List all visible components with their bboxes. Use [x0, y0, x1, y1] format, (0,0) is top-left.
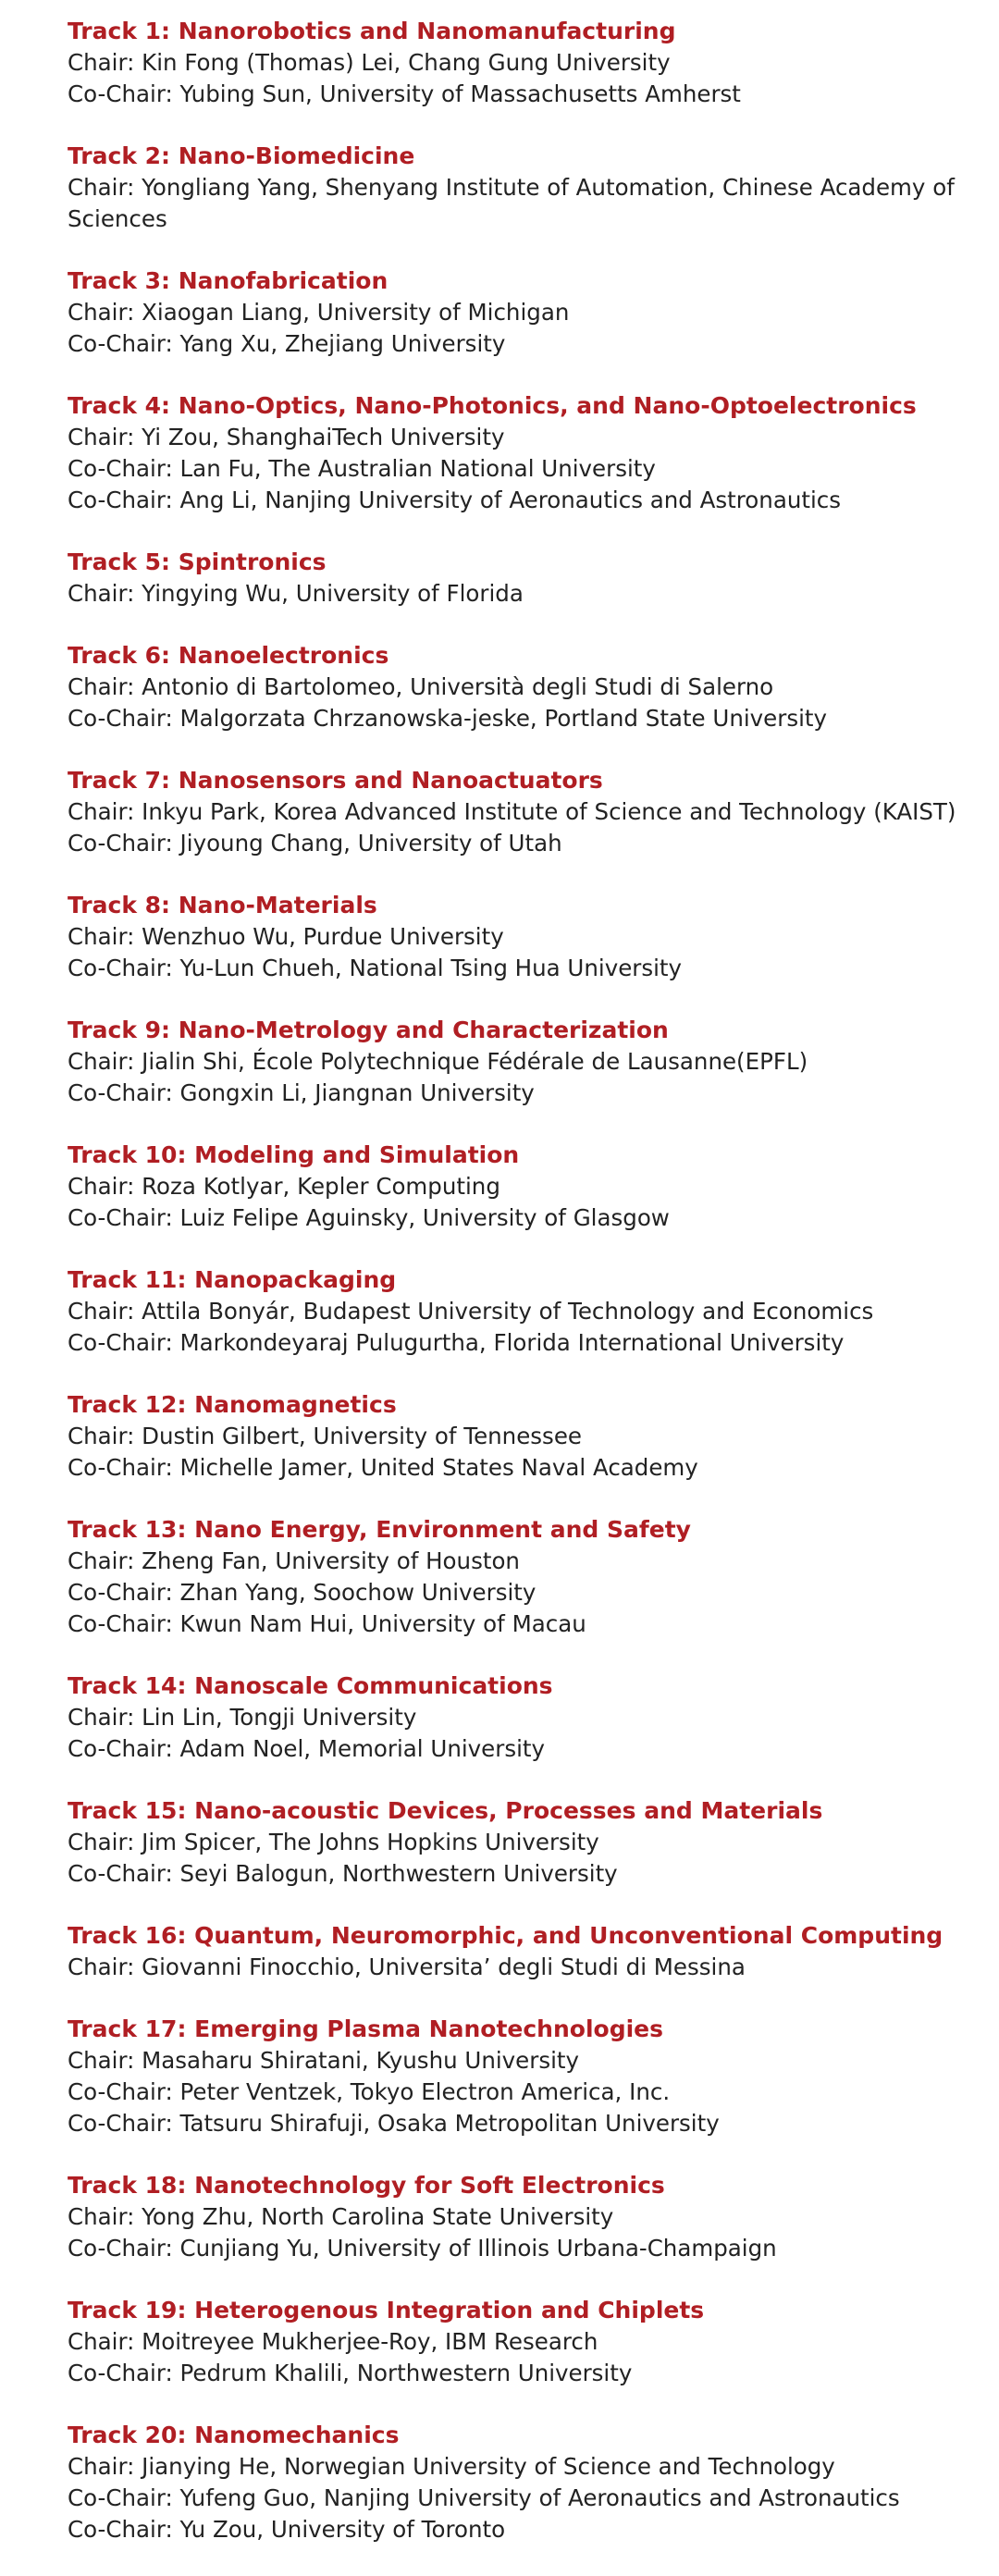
chair-line: Chair: Yingying Wu, University of Florida: [68, 580, 524, 607]
track-title: Track 4: Nano-Optics, Nano-Photonics, and Nano-Optoelectronics: [68, 392, 917, 419]
chair-line: Chair: Attila Bonyár, Budapest University of Technology and Economics: [68, 1298, 874, 1325]
chair-line: Chair: Roza Kotlyar, Kepler Computing: [68, 1173, 500, 1200]
chair-line: Chair: Giovanni Finocchio, Universita’ degli Studi di Messina: [68, 1954, 746, 1980]
co-chair-line: Co-Chair: Seyi Balogun, Northwestern University: [68, 1860, 618, 1887]
track-block: [68, 2014, 983, 2139]
co-chair-line: Co-Chair: Michelle Jamer, United States Naval Academy: [68, 1454, 698, 1481]
track-block: [68, 765, 983, 859]
co-chair-line: Co-Chair: Zhan Yang, Soochow University: [68, 1579, 536, 1606]
co-chair-line: Co-Chair: Adam Noel, Memorial University: [68, 1735, 545, 1762]
track-title: Track 9: Nano-Metrology and Characterization: [68, 1017, 669, 1043]
co-chair-line: Co-Chair: Luiz Felipe Aguinsky, University of Glasgow: [68, 1204, 670, 1231]
track-list: [68, 16, 983, 2576]
chair-line: Chair: Inkyu Park, Korea Advanced Institute of Science and Technology (KAIST): [68, 798, 956, 825]
co-chair-line: Co-Chair: Kwun Nam Hui, University of Macau: [68, 1610, 586, 1637]
chair-line: Chair: Jianying He, Norwegian University of Science and Technology: [68, 2453, 835, 2480]
track-block: [68, 1264, 983, 1359]
track-title: Track 5: Spintronics: [68, 548, 327, 575]
track-block: [68, 1795, 983, 1890]
track-title: Track 6: Nanoelectronics: [68, 642, 389, 669]
co-chair-line: Co-Chair: Cunjiang Yu, University of Illinois Urbana-Champaign: [68, 2235, 777, 2262]
track-title: Track 17: Emerging Plasma Nanotechnologies: [68, 2015, 663, 2042]
track-block: [68, 265, 983, 360]
co-chair-line: Co-Chair: Yu Zou, University of Toronto: [68, 2516, 506, 2543]
track-title: Track 8: Nano-Materials: [68, 892, 377, 918]
chair-line: Chair: Yongliang Yang, Shenyang Institute of Automation, Chinese Academy of Sciences: [68, 174, 955, 232]
track-block: [68, 1920, 983, 1983]
track-block: [68, 141, 983, 235]
co-chair-line: Co-Chair: Yubing Sun, University of Massachusetts Amherst: [68, 80, 741, 107]
track-title: Track 3: Nanofabrication: [68, 267, 388, 294]
co-chair-line: Co-Chair: Yu-Lun Chueh, National Tsing Hua University: [68, 955, 683, 981]
track-title: Track 1: Nanorobotics and Nanomanufacturing: [68, 18, 676, 44]
track-block: [68, 2420, 983, 2545]
track-block: [68, 1514, 983, 1640]
track-title: Track 14: Nanoscale Communications: [68, 1672, 553, 1699]
co-chair-line: Co-Chair: Yufeng Guo, Nanjing University of Aeronautics and Astronautics: [68, 2484, 900, 2511]
co-chair-line: Co-Chair: Gongxin Li, Jiangnan University: [68, 1079, 535, 1106]
track-block: [68, 1015, 983, 1109]
track-block: [68, 16, 983, 110]
track-block: [68, 1389, 983, 1484]
track-title: Track 19: Heterogenous Integration and Chiplets: [68, 2297, 705, 2323]
co-chair-line: Co-Chair: Jiyoung Chang, University of Utah: [68, 830, 562, 857]
track-block: [68, 2295, 983, 2389]
co-chair-line: Co-Chair: Malgorzata Chrzanowska-jeske, Portland State University: [68, 705, 827, 732]
track-title: Track 13: Nano Energy, Environment and Safety: [68, 1516, 691, 1543]
chair-line: Chair: Yong Zhu, North Carolina State University: [68, 2203, 614, 2230]
track-block: [68, 1670, 983, 1765]
chair-line: Chair: Antonio di Bartolomeo, Università degli Studi di Salerno: [68, 673, 774, 700]
track-block: [68, 890, 983, 984]
co-chair-line: Co-Chair: Ang Li, Nanjing University of Aeronautics and Astronautics: [68, 487, 842, 513]
chair-line: Chair: Xiaogan Liang, University of Michigan: [68, 299, 570, 326]
track-block: [68, 1140, 983, 1234]
track-title: Track 7: Nanosensors and Nanoactuators: [68, 767, 603, 794]
track-title: Track 2: Nano-Biomedicine: [68, 142, 415, 169]
chair-line: Chair: Zheng Fan, University of Houston: [68, 1547, 520, 1574]
co-chair-line: Co-Chair: Peter Ventzek, Tokyo Electron America, Inc.: [68, 2078, 671, 2105]
track-title: Track 11: Nanopackaging: [68, 1266, 397, 1293]
chair-line: Chair: Moitreyee Mukherjee-Roy, IBM Research: [68, 2328, 598, 2355]
track-title: Track 20: Nanomechanics: [68, 2422, 400, 2448]
chair-line: Chair: Dustin Gilbert, University of Tennessee: [68, 1423, 582, 1449]
chair-line: Chair: Yi Zou, ShanghaiTech University: [68, 424, 505, 450]
track-title: Track 10: Modeling and Simulation: [68, 1141, 520, 1168]
track-title: Track 18: Nanotechnology for Soft Electronics: [68, 2172, 665, 2199]
track-block: [68, 2170, 983, 2264]
co-chair-line: Co-Chair: Markondeyaraj Pulugurtha, Florida International University: [68, 1329, 845, 1356]
chair-line: Chair: Wenzhuo Wu, Purdue University: [68, 923, 504, 950]
track-title: Track 16: Quantum, Neuromorphic, and Unconventional Computing: [68, 1922, 944, 1949]
chair-line: Chair: Masaharu Shiratani, Kyushu University: [68, 2047, 580, 2074]
track-title: Track 12: Nanomagnetics: [68, 1391, 397, 1418]
co-chair-line: Co-Chair: Yang Xu, Zhejiang University: [68, 330, 506, 357]
chair-line: Chair: Kin Fong (Thomas) Lei, Chang Gung University: [68, 49, 671, 76]
co-chair-line: Co-Chair: Tatsuru Shirafuji, Osaka Metropolitan University: [68, 2110, 720, 2137]
co-chair-line: Co-Chair: Lan Fu, The Australian National University: [68, 455, 656, 482]
co-chair-line: Co-Chair: Pedrum Khalili, Northwestern University: [68, 2360, 633, 2386]
chair-line: Chair: Lin Lin, Tongji University: [68, 1704, 417, 1731]
track-block: [68, 547, 983, 610]
track-title: Track 15: Nano-acoustic Devices, Processes and Materials: [68, 1797, 823, 1824]
chair-line: Chair: Jialin Shi, École Polytechnique Fédérale de Lausanne(EPFL): [68, 1048, 808, 1075]
track-block: [68, 640, 983, 734]
track-block: [68, 390, 983, 516]
chair-line: Chair: Jim Spicer, The Johns Hopkins University: [68, 1829, 599, 1855]
